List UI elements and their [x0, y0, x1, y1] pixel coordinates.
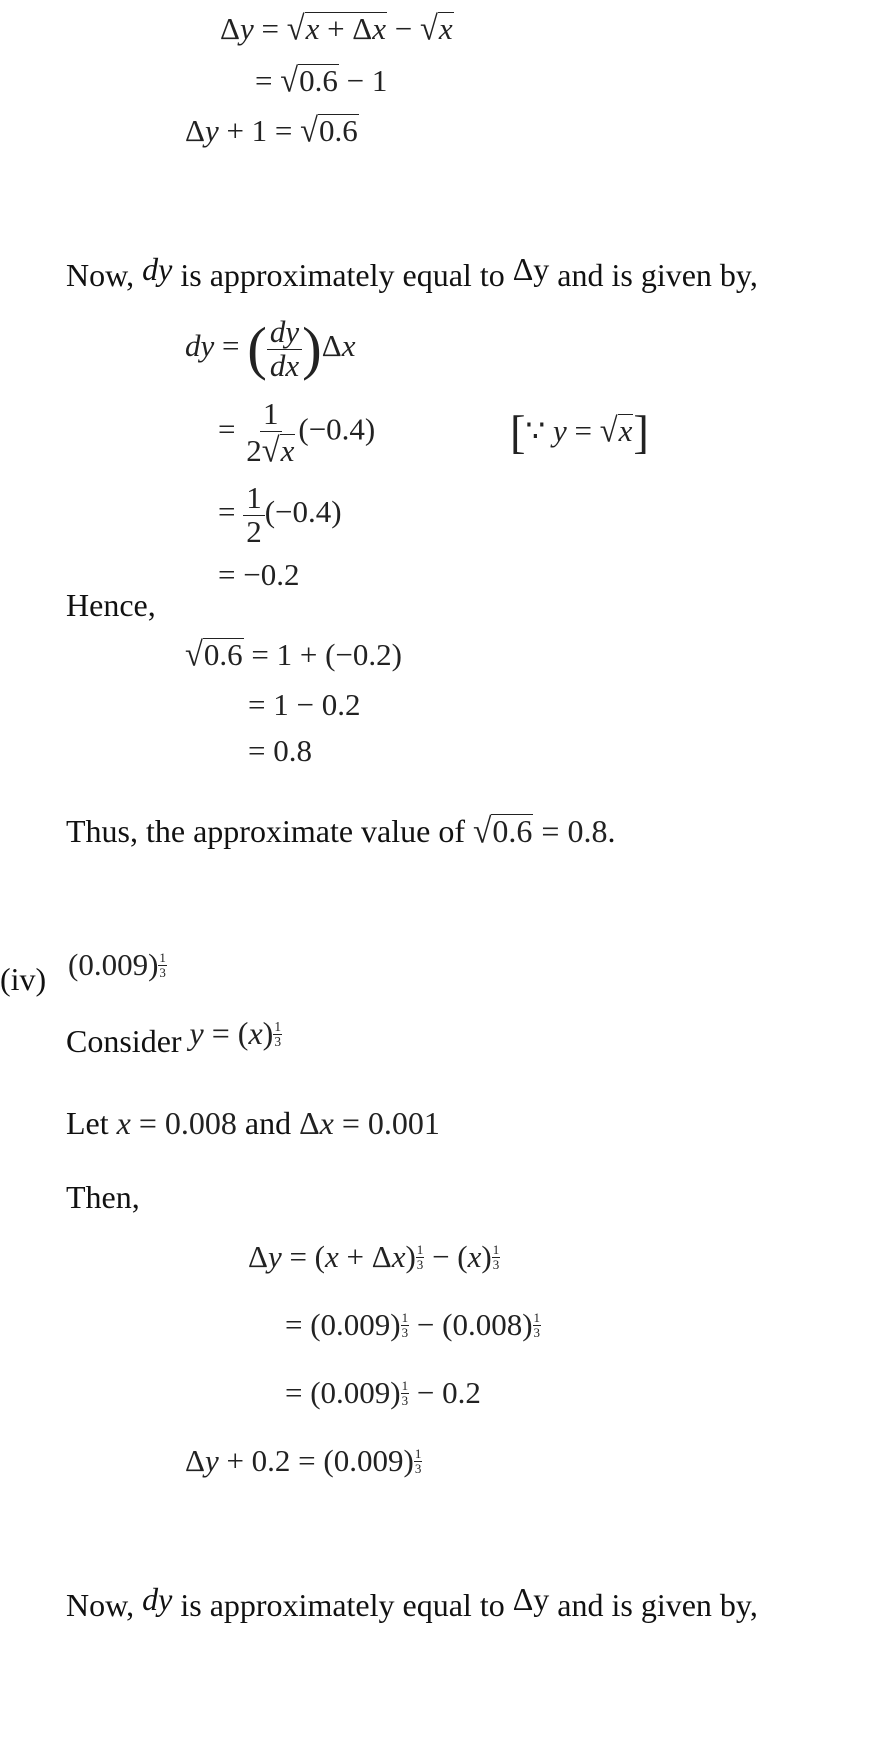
equation-delta-y-3: Δy + 1 = √0.6	[185, 112, 358, 150]
because-note: [∵ y = √x]	[510, 407, 649, 459]
equation-dy-1: dy = ( $\frac{dy}{dx}$ )Δx	[185, 314, 356, 383]
let-line: Let x = 0.008 and Δx = 0.001	[66, 1105, 440, 1141]
then-label: Then,	[66, 1179, 140, 1215]
thus-sentence: Thus, the approximate value of √0.6 = 0.8.	[66, 812, 616, 851]
part-iv-expression: (0.009) $\frac{1}{3}$	[68, 947, 166, 982]
equation-sqrt-3: = 0.8	[248, 733, 312, 768]
equation-dy-4: = −0.2	[218, 557, 300, 592]
part-iv-label: (iv)	[0, 961, 47, 997]
equation-cube-2: = (0.009) $\frac{1}{3}$ − (0.008) $\frac{1}{3}$	[285, 1307, 541, 1342]
hence-label: Hence,	[66, 587, 156, 623]
equation-delta-y-2: = √0.6 − 1	[255, 62, 388, 100]
paragraph-now-2: Now, dy is approximately equal to Δy and is given by,	[66, 1581, 758, 1623]
consider-line: Consider y = (x) $\frac{1}{3}$	[66, 1015, 282, 1059]
equation-cube-1: Δy = (x + Δx) $\frac{1}{3}$ − (x) $\frac{1}{3}$	[248, 1239, 500, 1274]
equation-cube-3: = (0.009) $\frac{1}{3}$ − 0.2	[285, 1375, 481, 1410]
equation-cube-4: Δy + 0.2 = (0.009) $\frac{1}{3}$	[185, 1443, 422, 1478]
paragraph-now-1: Now, dy is approximately equal to Δy and is given by,	[66, 251, 758, 293]
equation-delta-y-1: Δy = √x + Δx − √x	[220, 10, 453, 48]
equation-dy-3: = $\frac{1}{2}$ (−0.4)	[218, 480, 342, 549]
equation-dy-2: = $\frac{1}{2√x}$ (−0.4)	[218, 396, 376, 470]
equation-sqrt-2: = 1 − 0.2	[248, 687, 361, 722]
equation-sqrt-1: √0.6 = 1 + (−0.2)	[185, 636, 402, 674]
